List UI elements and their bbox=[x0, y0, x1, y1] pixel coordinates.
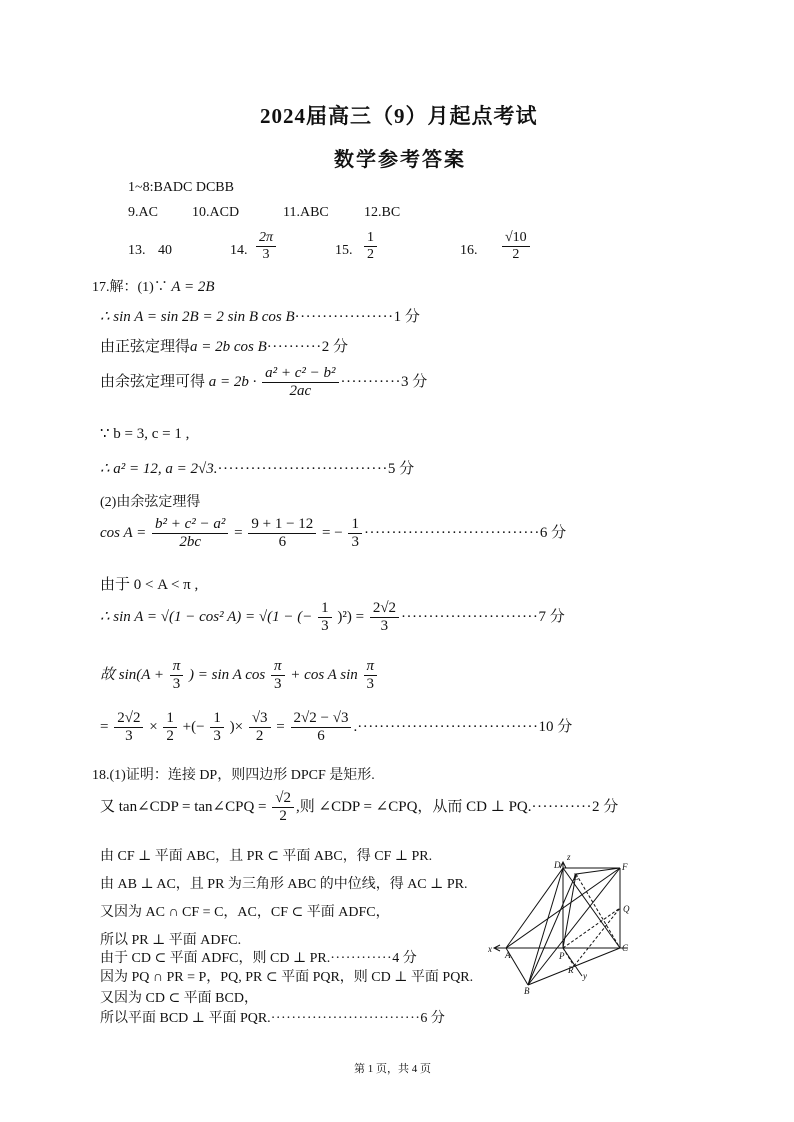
edge-EC bbox=[576, 874, 620, 948]
q17-line7: 由于 0 < A < π , bbox=[100, 577, 199, 593]
page-subtitle: 数学参考答案 bbox=[334, 149, 466, 171]
q18-line4: 由 AB ⊥ AC，且 PR 为三角形 ABC 的中位线，得 AC ⊥ PR. bbox=[100, 877, 468, 892]
answer-q14-label: 14. bbox=[230, 243, 248, 258]
q18-line5: 又因为 AC ∩ CF = C，AC，CF ⊂ 平面 ADFC， bbox=[100, 905, 390, 920]
q18-line9: 又因为 CD ⊂ 平面 BCD， bbox=[100, 991, 258, 1006]
answer-q15-label: 15. bbox=[335, 243, 353, 258]
answer-q13-label: 13. bbox=[128, 243, 146, 258]
label-x: x bbox=[488, 944, 492, 954]
q17-line5: ∴ a² = 12, a = 2√3.·······························5 分 bbox=[100, 461, 415, 477]
q17-line3: 由余弦定理可得 a = 2b · $\frac{\text{a² + c² − b²}}{2ac}$ ···········3 分 bbox=[100, 365, 428, 400]
q18-line3: 由 CF ⊥ 平面 ABC，且 PR ⊂ 平面 ABC，得 CF ⊥ PR. bbox=[100, 849, 433, 864]
answer-q13-value: 40 bbox=[158, 243, 172, 258]
answer-q14: $\frac{2\pi}{3}$ bbox=[254, 230, 278, 263]
q17-intro: 17.解：(1)∵ A = 2B bbox=[92, 279, 215, 295]
geometry-figure bbox=[488, 848, 646, 994]
answer-q10: 10.ACD bbox=[192, 205, 240, 220]
label-D: D bbox=[554, 860, 561, 870]
edge-DA bbox=[506, 868, 563, 948]
answer-q15: $\frac{1}{2}$ bbox=[362, 230, 379, 263]
edge-DC bbox=[563, 868, 620, 948]
label-z: z bbox=[567, 852, 571, 862]
label-Q: Q bbox=[623, 904, 630, 914]
q18-line2: 又 tan∠CDP = tan∠CPQ = $\frac{√2}{2}$ ,则 ∠CDP = ∠CPQ，从而 CD ⊥ PQ.···········2 分 bbox=[100, 790, 619, 825]
q17-line4: ∵ b = 3, c = 1 , bbox=[100, 426, 190, 442]
label-R: R bbox=[568, 965, 574, 975]
label-F: F bbox=[622, 862, 628, 872]
edge-PQ bbox=[563, 908, 620, 948]
answer-q16-label: 16. bbox=[460, 243, 478, 258]
q18-line10: 所以平面 BCD ⊥ 平面 PQR.·····························6 分 bbox=[100, 1011, 445, 1026]
answer-q12: 12.BC bbox=[364, 205, 401, 220]
q17-line9: 故 sin(A + $\frac{\pi}{3}$ ) = sin A cos $\frac{\pi}{3}$ + cos A sin $\frac{\pi}{3}$ bbox=[100, 658, 379, 694]
page-footer: 第 1 页，共 4 页 bbox=[354, 1063, 431, 1075]
q17-line10: = $\frac{2√2}{3}$ × $\frac{1}{2}$ +(− $\frac{1}{3}$ )× $\frac{√3}{2}$ = $\frac{2√2 - √3}{6}$ .·································10 分 bbox=[100, 710, 573, 745]
q17-line8: ∴ sin A = √(1 − cos² A) = √(1 − (− $\frac{1}{3}$ )²) = $\frac{2√2}{3}$ ·························7 分 bbox=[100, 600, 565, 635]
q18-line8: 因为 PQ ∩ PR = P，PQ, PR ⊂ 平面 PQR，则 CD ⊥ 平面 PQR. bbox=[100, 970, 474, 985]
q17-line6: cos A = $\frac{\text{b² + c² − a²}}{2bc}$ = $\frac{9 + 1 - 12}{6}$ = − $\frac{1}{3}$ ································6 分 bbox=[100, 516, 567, 551]
q18-line6: 所以 PR ⊥ 平面 ADFC. bbox=[100, 933, 242, 948]
page-title: 2024届高三（9）月起点考试 bbox=[260, 104, 538, 128]
q17-line2: 由正弦定理得a = 2b cos B··········2 分 bbox=[100, 339, 349, 355]
label-E: E bbox=[573, 872, 579, 882]
label-C: C bbox=[622, 943, 629, 953]
answers-row1: 1~8:BADC DCBB bbox=[128, 180, 234, 195]
answer-q11: 11.ABC bbox=[283, 205, 329, 220]
answer-q16: $\frac{√10}{2}$ bbox=[500, 230, 532, 263]
q18-line7: 由于 CD ⊂ 平面 ADFC，则 CD ⊥ PR.············4 分 bbox=[100, 951, 417, 966]
answer-q9: 9.AC bbox=[128, 205, 158, 220]
edge-EP bbox=[563, 874, 576, 948]
q17-line1: ∴ sin A = sin 2B = 2 sin B cos B··················1 分 bbox=[100, 309, 420, 325]
edge-DB bbox=[528, 868, 563, 985]
label-B: B bbox=[524, 986, 530, 994]
q17-part2: (2)由余弦定理得 bbox=[100, 495, 201, 510]
label-y: y bbox=[583, 971, 587, 981]
label-A: A bbox=[505, 950, 511, 960]
q18-line1: 18.(1)证明：连接 DP，则四边形 DPCF 是矩形. bbox=[92, 768, 375, 783]
label-P: P bbox=[559, 951, 565, 961]
